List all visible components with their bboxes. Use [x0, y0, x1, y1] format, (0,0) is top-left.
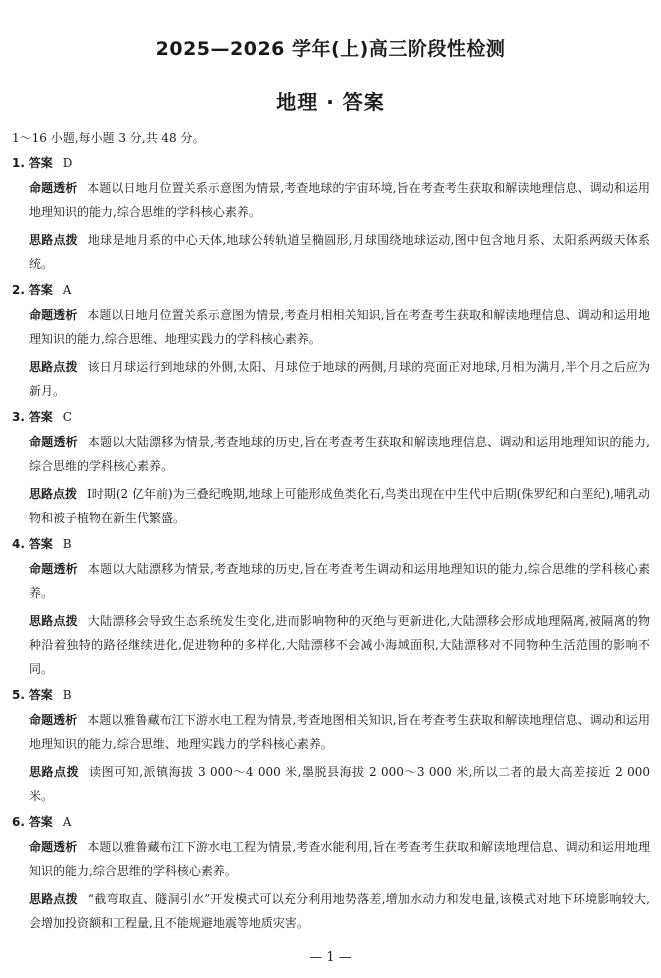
question-block — [12, 534, 650, 681]
question-number: 3. — [12, 410, 25, 424]
answers-content — [12, 129, 650, 939]
question-block — [12, 407, 650, 530]
answer-value: B — [62, 537, 72, 551]
analysis-paragraph — [29, 176, 650, 224]
analysis-paragraph — [29, 557, 650, 605]
hint-label: 思路点拨 — [29, 487, 78, 501]
question-number: 4. — [12, 537, 25, 551]
analysis-text: 本题以日地月位置关系示意图为情景,考查地球的宇宙环境,旨在考查考生获取和解读地理信息、调动和运用地理知识的能力,综合思维的学科核心素养。 — [29, 181, 650, 219]
question-block — [12, 812, 650, 935]
answer-line — [12, 685, 650, 705]
hint-label: 思路点拨 — [29, 233, 78, 247]
hint-paragraph — [29, 760, 650, 808]
answer-label: 答案 — [28, 688, 53, 702]
analysis-label: 命题透析 — [29, 562, 78, 576]
analysis-paragraph — [29, 430, 650, 478]
answer-value: A — [62, 283, 72, 297]
hint-text: 大陆漂移会导致生态系统发生变化,进而影响物种的灭绝与更新进化,大陆漂移会形成地理隔离,被隔离的物种沿着独特的路径继续进化,促进物种的多样化,大陆漂移不会减小海域面积,大陆漂移对不同物种生活范围的影响不同。 — [29, 614, 650, 676]
question-number: 2. — [12, 283, 25, 297]
answer-line — [12, 153, 650, 173]
page-number: — 1 — — [309, 950, 352, 965]
answer-value: D — [62, 156, 73, 170]
hint-paragraph — [29, 887, 650, 935]
answer-value: C — [62, 410, 72, 424]
hint-label: 思路点拨 — [29, 360, 78, 374]
hint-label: 思路点拨 — [29, 765, 80, 779]
analysis-text: 本题以大陆漂移为情景,考查地球的历史,旨在考查考生获取和解读地理信息、调动和运用地理知识的能力,综合思维的学科核心素养。 — [29, 435, 650, 473]
question-number: 6. — [12, 815, 25, 829]
answer-line — [12, 407, 650, 427]
answer-line — [12, 812, 650, 832]
answer-label: 答案 — [28, 410, 53, 424]
hint-text: “截弯取直、隧洞引水”开发模式可以充分利用地势落差,增加水动力和发电量,该模式对地下环境影响较大,会增加投资额和工程量,且不能规避地震等地质灾害。 — [29, 892, 650, 930]
hint-text: Ⅰ时期(2 亿年前)为三叠纪晚期,地球上可能形成鱼类化石,鸟类出现在中生代中后期(侏罗纪和白垩纪),哺乳动物和被子植物在新生代繁盛。 — [29, 487, 650, 525]
analysis-text: 本题以大陆漂移为情景,考查地球的历史,旨在考查考生调动和运用地理知识的能力,综合思维的学科核心素养。 — [29, 562, 650, 600]
question-number: 1. — [12, 156, 25, 170]
hint-paragraph — [29, 228, 650, 276]
hint-text: 地球是地月系的中心天体,地球公转轨道呈椭圆形,月球围绕地球运动,图中包含地月系、太阳系两级天体系统。 — [29, 233, 650, 271]
analysis-text: 本题以雅鲁藏布江下游水电工程为情景,考查地图相关知识,旨在考查考生获取和解读地理信息、调动和运用地理知识的能力,综合思维、地理实践力的学科核心素养。 — [29, 713, 650, 751]
hint-label: 思路点拨 — [29, 892, 78, 906]
document-subtitle: 地理 · 答案 — [276, 90, 385, 114]
hint-paragraph — [29, 482, 650, 530]
question-block — [12, 153, 650, 276]
analysis-paragraph — [29, 303, 650, 351]
hint-paragraph — [29, 355, 650, 403]
question-block — [12, 685, 650, 808]
analysis-text: 本题以日地月位置关系示意图为情景,考查月相相关知识,旨在考查考生获取和解读地理信息、调动和运用地理知识的能力,综合思维、地理实践力的学科核心素养。 — [29, 308, 650, 346]
hint-text: 读图可知,派镇海拔 3 000～4 000 米,墨脱县海拔 2 000～3 000 米,所以二者的最大高差接近 2 000 米。 — [29, 765, 650, 803]
answer-label: 答案 — [28, 283, 53, 297]
analysis-text: 本题以雅鲁藏布江下游水电工程为情景,考查水能利用,旨在考查考生获取和解读地理信息、调动和运用地理知识的能力,综合思维的学科核心素养。 — [29, 840, 650, 878]
analysis-label: 命题透析 — [29, 840, 78, 854]
hint-text: 该日月球运行到地球的外侧,太阳、月球位于地球的两侧,月球的亮面正对地球,月相为满月,半个月之后应为新月。 — [29, 360, 650, 398]
question-number: 5. — [12, 688, 25, 702]
answer-label: 答案 — [28, 156, 53, 170]
analysis-label: 命题透析 — [29, 181, 78, 195]
answer-line — [12, 534, 650, 554]
answer-value: A — [62, 815, 72, 829]
answer-line — [12, 280, 650, 300]
analysis-paragraph — [29, 835, 650, 883]
analysis-paragraph — [29, 708, 650, 756]
analysis-label: 命题透析 — [29, 308, 78, 322]
hint-label: 思路点拨 — [29, 614, 78, 628]
scoring-instruction: 1～16 小题,每小题 3 分,共 48 分。 — [12, 131, 205, 145]
document-title: 2025—2026 学年(上)高三阶段性检测 — [155, 38, 506, 60]
answer-value: B — [62, 688, 72, 702]
analysis-label: 命题透析 — [29, 435, 78, 449]
analysis-label: 命题透析 — [29, 713, 78, 727]
answer-label: 答案 — [28, 815, 53, 829]
answer-label: 答案 — [28, 537, 53, 551]
question-block — [12, 280, 650, 403]
hint-paragraph — [29, 609, 650, 681]
